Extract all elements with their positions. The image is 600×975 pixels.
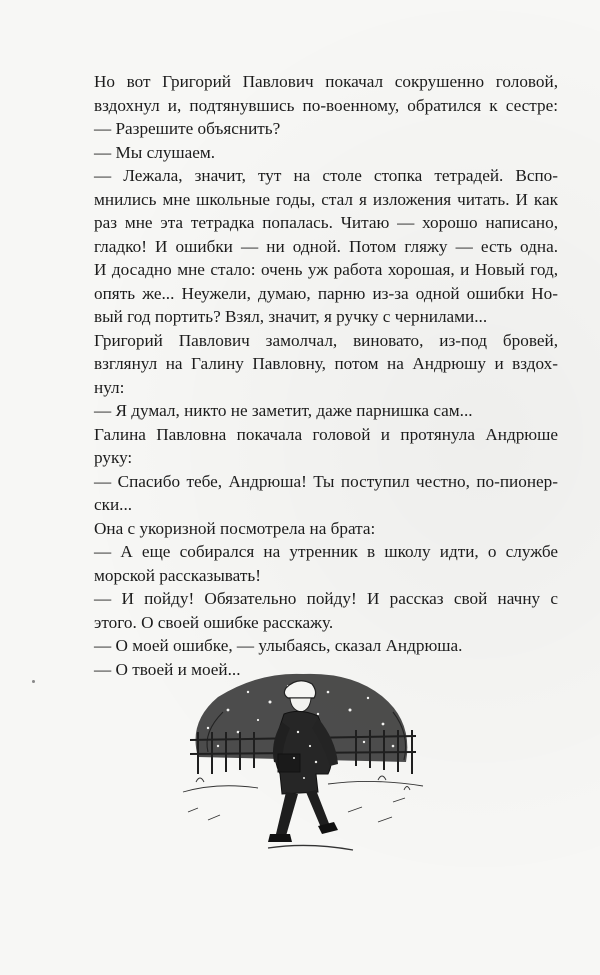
text-line: ски... — [94, 495, 133, 514]
text-line: — Я думал, никто не заметит, даже парнишка сам... — [94, 401, 473, 420]
text-line: вздохнул и, подтянувшись по-военному, обратился к сестре: — [94, 95, 558, 115]
text-line: раз мне эта тетрадка попалась. Читаю — хорошо написано, — [94, 213, 558, 232]
text-line: взглянул на Галину Павловну, потом на Андрюшу и вздох- — [94, 354, 558, 373]
text-line: Галина Павловна покачала головой и протянула Андрюше — [94, 424, 558, 444]
body-text — [94, 70, 558, 681]
text-line: гладко! И ошибки — ни одной. Потом гляжу — есть одна. — [94, 236, 558, 256]
text-line: мнились мне школьные годы, стал я изложения читать. И как — [94, 189, 558, 209]
text-line: — И пойду! Обязательно пойду! И рассказ свой начну с — [94, 589, 558, 608]
text-line: Григорий Павлович замолчал, виновато, из-под бровей, — [94, 330, 558, 350]
paper-speck — [32, 680, 35, 683]
text-line: — А еще собирался на утренник в школу идти, о службе — [94, 542, 558, 561]
text-line: Но вот Григорий Павлович покачал сокрушенно головой, — [94, 72, 558, 91]
text-line: — О моей ошибке, — улыбаясь, сказал Андрюша. — [94, 636, 463, 655]
text-line: И досадно мне стало: очень уж работа хорошая, и Новый год, — [94, 260, 558, 279]
text-line: морской рассказывать! — [94, 565, 261, 585]
illustration-boy-walking-in-snow — [178, 662, 428, 862]
text-line: этого. О своей ошибке расскажу. — [94, 612, 334, 632]
text-line: — Лежала, значит, тут на столе стопка тетрадей. Вспо- — [94, 166, 558, 185]
text-line: вый год портить? Взял, значит, я ручку с чернилами... — [94, 307, 488, 326]
text-line: опять же... Неужели, думаю, парню из-за одной ошибки Но- — [94, 283, 558, 303]
text-line: — Разрешите объяснить? — [94, 119, 281, 138]
text-line: Она с укоризной посмотрела на брата: — [94, 518, 376, 538]
text-line: — О твоей и моей... — [94, 659, 241, 679]
text-line: — Спасибо тебе, Андрюша! Ты поступил честно, по-пионер- — [94, 471, 558, 491]
text-line: руку: — [94, 448, 133, 467]
text-line: нул: — [94, 377, 125, 397]
text-line: — Мы слушаем. — [94, 142, 216, 162]
